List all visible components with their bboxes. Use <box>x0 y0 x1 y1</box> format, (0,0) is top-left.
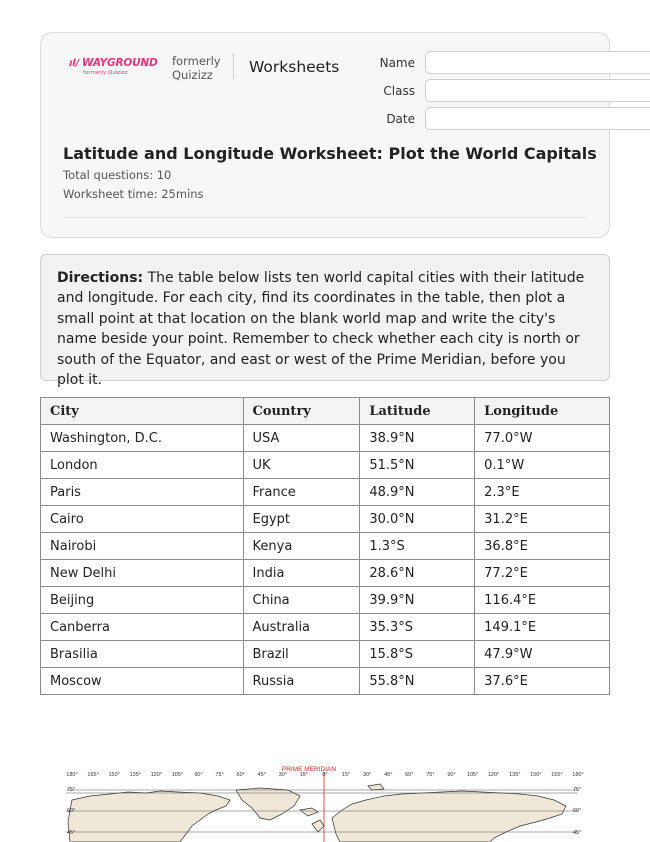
table-row <box>41 533 610 560</box>
brand-subtitle: formerly Quizizz <box>83 70 128 76</box>
cell-longitude: 37.6°E <box>475 668 610 695</box>
cell-city: Cairo <box>41 506 244 533</box>
north-america-shape <box>68 791 230 842</box>
longitude-label: 165° <box>87 772 99 778</box>
longitude-label: 90° <box>194 772 203 778</box>
longitude-label: 45° <box>257 772 266 778</box>
cell-country: Egypt <box>243 506 360 533</box>
cell-latitude: 48.9°N <box>360 479 475 506</box>
header-rule <box>63 217 587 218</box>
header-longitude: Longitude <box>475 398 610 425</box>
cell-city: Nairobi <box>41 533 244 560</box>
cell-country: Australia <box>243 614 360 641</box>
class-field[interactable] <box>425 79 650 102</box>
cell-city: Washington, D.C. <box>41 425 244 452</box>
name-field-row <box>371 51 650 74</box>
cell-city: London <box>41 452 244 479</box>
cell-country: Brazil <box>243 641 360 668</box>
directions-lead: Directions: <box>57 270 144 286</box>
cell-city: New Delhi <box>41 560 244 587</box>
table-row <box>41 560 610 587</box>
table-row <box>41 587 610 614</box>
longitude-label: 60° <box>236 772 245 778</box>
cell-longitude: 116.4°E <box>475 587 610 614</box>
longitude-label: 165° <box>551 772 563 778</box>
longitude-label: 120° <box>150 772 162 778</box>
lat-label-left-45: 45° <box>67 830 76 836</box>
cell-latitude: 28.6°N <box>360 560 475 587</box>
worksheet-time: Worksheet time: 25mins <box>63 187 204 201</box>
directions-text: The table below lists ten world capital cities with their latitude and longitude. For each city, find its coordinates in the table, then plot a small point at that location on the blank world map and write the city's name beside your point. Remember to check whether each city is north or south of the Equator, and east or west of the Prime Meridian, before you plot it. <box>57 270 585 389</box>
cell-city: Canberra <box>41 614 244 641</box>
cell-latitude: 15.8°S <box>360 641 475 668</box>
cell-latitude: 1.3°S <box>360 533 475 560</box>
longitude-label: 75° <box>215 772 224 778</box>
section-label: Worksheets <box>249 58 340 76</box>
iceland-shape <box>300 808 318 816</box>
cell-country: USA <box>243 425 360 452</box>
cell-longitude: 0.1°W <box>475 452 610 479</box>
header-country: Country <box>243 398 360 425</box>
date-field-row <box>371 107 650 130</box>
cell-longitude: 36.8°E <box>475 533 610 560</box>
table-header-row <box>41 398 610 425</box>
date-label: Date <box>386 111 415 126</box>
table-row <box>41 614 610 641</box>
cell-latitude: 38.9°N <box>360 425 475 452</box>
longitude-label: 0° <box>322 772 328 778</box>
cell-city: Paris <box>41 479 244 506</box>
longitude-label: 180° <box>572 772 584 778</box>
longitude-label: 150° <box>530 772 542 778</box>
svalbard-shape <box>368 784 384 790</box>
cell-longitude: 77.0°W <box>475 425 610 452</box>
longitude-label: 30° <box>363 772 372 778</box>
class-field-row <box>371 79 650 102</box>
eurasia-shape <box>332 791 566 842</box>
cell-longitude: 149.1°E <box>475 614 610 641</box>
cell-country: UK <box>243 452 360 479</box>
longitude-label: 90° <box>447 772 456 778</box>
header-latitude: Latitude <box>360 398 475 425</box>
longitude-label: 75° <box>426 772 435 778</box>
lat-label-left-75: 75° <box>67 787 76 793</box>
longitude-label: 105° <box>466 772 479 778</box>
cell-country: Kenya <box>243 533 360 560</box>
lat-label-right-45: 45° <box>573 830 582 836</box>
cell-latitude: 35.3°S <box>360 614 475 641</box>
cell-longitude: 77.2°E <box>475 560 610 587</box>
cell-city: Brasilia <box>41 641 244 668</box>
brand-logo <box>69 57 159 76</box>
table-row <box>41 668 610 695</box>
cell-longitude: 2.3°E <box>475 479 610 506</box>
name-label: Name <box>379 55 415 70</box>
capitals-table <box>40 397 610 695</box>
lat-label-left-60: 60° <box>67 808 76 814</box>
longitude-label: 135° <box>129 772 141 778</box>
cell-city: Beijing <box>41 587 244 614</box>
table-row <box>41 425 610 452</box>
header-divider <box>233 53 234 79</box>
total-questions: Total questions: 10 <box>63 168 172 182</box>
cell-latitude: 51.5°N <box>360 452 475 479</box>
cell-latitude: 39.9°N <box>360 587 475 614</box>
longitude-label: 135° <box>509 772 521 778</box>
table-row <box>41 506 610 533</box>
table-row <box>41 452 610 479</box>
worksheet-title: Latitude and Longitude Worksheet: Plot the World Capitals <box>63 144 597 163</box>
cell-longitude: 31.2°E <box>475 506 610 533</box>
longitude-label: 180° <box>66 772 78 778</box>
lat-label-right-75: 75° <box>573 787 582 793</box>
longitude-labels <box>66 772 583 778</box>
cell-longitude: 47.9°W <box>475 641 610 668</box>
cell-latitude: 55.8°N <box>360 668 475 695</box>
cell-city: Moscow <box>41 668 244 695</box>
longitude-label: 15° <box>341 772 351 778</box>
uk-shape <box>312 820 324 832</box>
world-map <box>50 762 590 842</box>
table-row <box>41 641 610 668</box>
date-field[interactable] <box>425 107 650 130</box>
cell-latitude: 30.0°N <box>360 506 475 533</box>
cell-country: France <box>243 479 360 506</box>
brand-name: WAYGROUND <box>81 57 158 69</box>
class-label: Class <box>383 83 415 98</box>
prime-meridian-label: PRIME MERIDIAN <box>281 766 337 773</box>
lat-label-right-60: 60° <box>573 808 582 814</box>
cell-country: Russia <box>243 668 360 695</box>
longitude-label: 30° <box>278 772 287 778</box>
directions-box <box>40 254 610 389</box>
wayground-logo-icon: ıl/ <box>69 57 79 69</box>
cell-country: India <box>243 560 360 587</box>
formerly-note: formerly Quizizz <box>172 54 221 82</box>
name-field[interactable] <box>425 51 650 74</box>
longitude-label: 15° <box>299 772 309 778</box>
longitude-label: 120° <box>488 772 500 778</box>
cell-country: China <box>243 587 360 614</box>
header-city: City <box>41 398 244 425</box>
table-row <box>41 479 610 506</box>
worksheet-header <box>40 32 610 238</box>
longitude-label: 60° <box>405 772 414 778</box>
landmasses <box>68 784 566 842</box>
longitude-label: 105° <box>171 772 184 778</box>
world-map-svg <box>50 762 590 842</box>
longitude-label: 45° <box>384 772 393 778</box>
longitude-label: 150° <box>108 772 120 778</box>
